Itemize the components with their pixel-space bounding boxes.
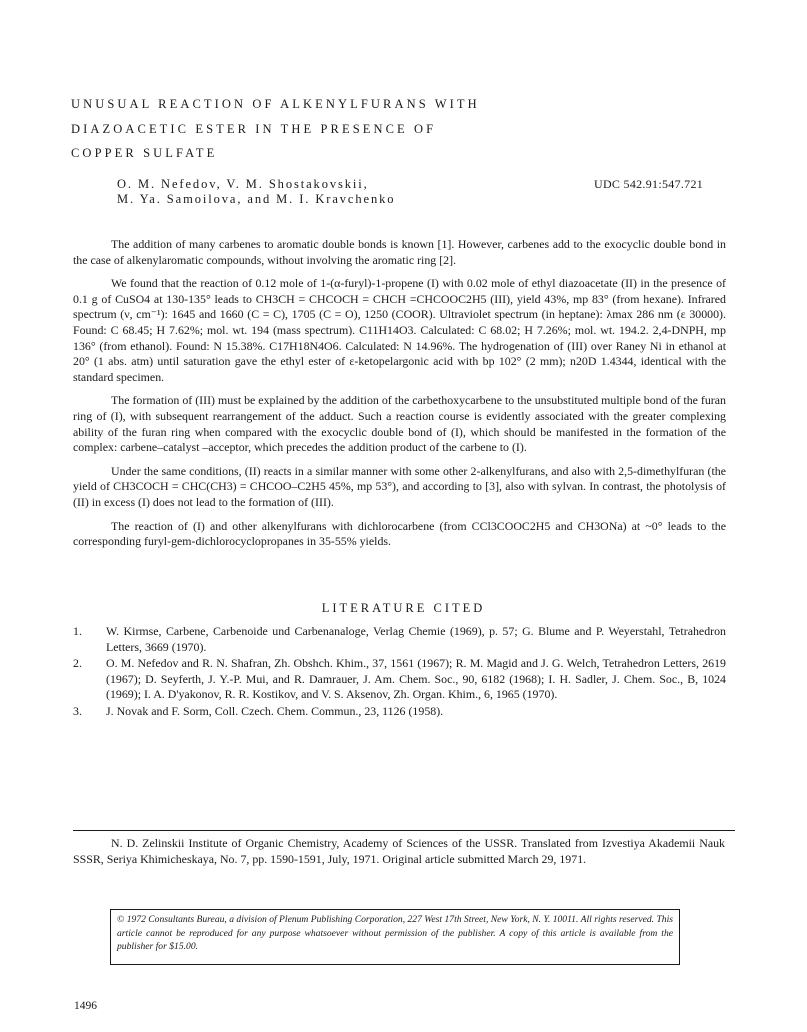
literature-heading: LITERATURE CITED xyxy=(321,601,486,615)
authors-line-2: M. Ya. Samoilova, and M. I. Kravchenko xyxy=(117,192,396,206)
udc-code: UDC 542.91:547.721 xyxy=(594,177,704,191)
page-number: 1496 xyxy=(74,1000,97,1012)
copyright-box xyxy=(110,909,680,965)
paragraph-4: Under the same conditions, (II) reacts in a similar manner with some other 2-alkenylfurans, and also with 2,5-dimethylfuran (the yield of CH3COCH = CHC(CH3) = CHCOO–C2H5 45%, mp 53°), and according to [3], also with sylvan. In contrast, the photolysis of (II) in excess (I) does not lead to the formation of (III). xyxy=(73,463,726,509)
reference-text: O. M. Nefedov and R. N. Shafran, Zh. Obshch. Khim., 37, 1561 (1967); R. M. Magid and J. G. Welch, Tetrahedron Letters, 2619 (1967); D. Seyferth, J. Y.-P. Mui, and R. Damrauer, J. Am. Chem. Soc., 90, 6182 (1968); I. H. Sadler, J. Chem. Soc., B, 1024 (1969); I. A. D'yakonov, R. R. Kostikov, and V. S. Aksenov, Zh. Organ. Khim., 6, 1965 (1970). xyxy=(106,656,726,702)
reference-item xyxy=(73,624,726,655)
copyright-text: © 1972 Consultants Bureau, a division of Plenum Publishing Corporation, 227 West 17th Street, New York, N. Y. 10011. All rights reserved. This article cannot be reproduced for any purpose whatsoever without permission of the publisher. A copy of this article is available from the publisher for $15.00. xyxy=(117,914,673,952)
reference-item xyxy=(73,704,726,720)
article-body xyxy=(73,237,726,558)
reference-text: W. Kirmse, Carbene, Carbenoide und Carbenanaloge, Verlag Chemie (1969), p. 57; G. Blume and P. Weyerstahl, Tetrahedron Letters, 3669 (1970). xyxy=(106,624,726,654)
paragraph-3: The formation of (III) must be explained by the addition of the carbethoxycarbene to the unsubstituted multiple bond of the furan ring of (I), with subsequent rearrangement of the adduct. Such a reaction course is evidently associated with the greater complexing ability of the furan ring when compared with the exocyclic double bond of (I), which should be manifested in the formation of the complex: carbene–catalyst –acceptor, which precedes the addition product of the carbene to (I). xyxy=(73,393,726,455)
authors-line-1: O. M. Nefedov, V. M. Shostakovskii, xyxy=(117,177,369,191)
title-line-1: UNUSUAL REACTION OF ALKENYLFURANS WITH xyxy=(71,97,480,111)
title-line-2: DIAZOACETIC ESTER IN THE PRESENCE OF xyxy=(71,121,437,136)
reference-number: 2. xyxy=(73,656,82,671)
reference-text: J. Novak and F. Sorm, Coll. Czech. Chem. Commun., 23, 1126 (1958). xyxy=(106,703,444,718)
footer-divider xyxy=(73,830,735,831)
affiliation-note: N. D. Zelinskii Institute of Organic Chemistry, Academy of Sciences of the USSR. Translated from Izvestiya Akademii Nauk SSSR, Seriya Khimicheskaya, No. 7, pp. 1590-1591, July, 1971. Original article submitted March 29, 1971. xyxy=(73,836,725,866)
paragraph-5: The reaction of (I) and other alkenylfurans with dichlorocarbene (from CCl3COOC2H5 and CH3ONa) at ~0° leads to the corresponding furyl-gem-dichlorocyclopropanes in 35-55% yields. xyxy=(73,518,726,549)
paragraph-1: The addition of many carbenes to aromatic double bonds is known [1]. However, carbenes add to the exocyclic double bond in the case of alkenylaromatic compounds, without involving the aromatic ring [2]. xyxy=(73,237,726,267)
article-title xyxy=(71,92,480,166)
title-line-3: COPPER SULFATE xyxy=(71,146,218,160)
paragraph-2: We found that the reaction of 0.12 mole of 1-(α-furyl)-1-propene (I) with 0.02 mole of ethyl diazoacetate (II) in the presence of 0.1 g of CuSO4 at 130-135° leads to CH3CH = CHCOCH = CHCH =CHCOOC2H5 (III), yield 43%, mp 83° (from hexane). Infrared spectrum (ν, cm⁻¹): 1645 and 1660 (C = C), 1705 (C = O), 1250 (COOR). Ultraviolet spectrum (in heptane): λmax 286 nm (ε 30000). Found: C 68.45; H 7.62%; mol. wt. 194 (mass spectrum). C11H14O3. Calculated: C 68.02; H 7.26%; mol. wt. 194.2. 2,4-DNPH, mp 136° (from ethanol). Found: N 15.38%. C17H18N4O6. Calculated: N 14.96%. The hydrogenation of (III) over Raney Ni in ethanol at 20° (1 abs. atm) until saturation gave the ethyl ester of ε-ketopelargonic acid with bp 102° (2 mm); n20D 1.4344, identical with the standard specimen. xyxy=(73,276,726,384)
reference-list xyxy=(73,624,726,721)
reference-number: 1. xyxy=(73,624,82,638)
reference-item xyxy=(73,656,726,703)
reference-number: 3. xyxy=(73,703,82,718)
